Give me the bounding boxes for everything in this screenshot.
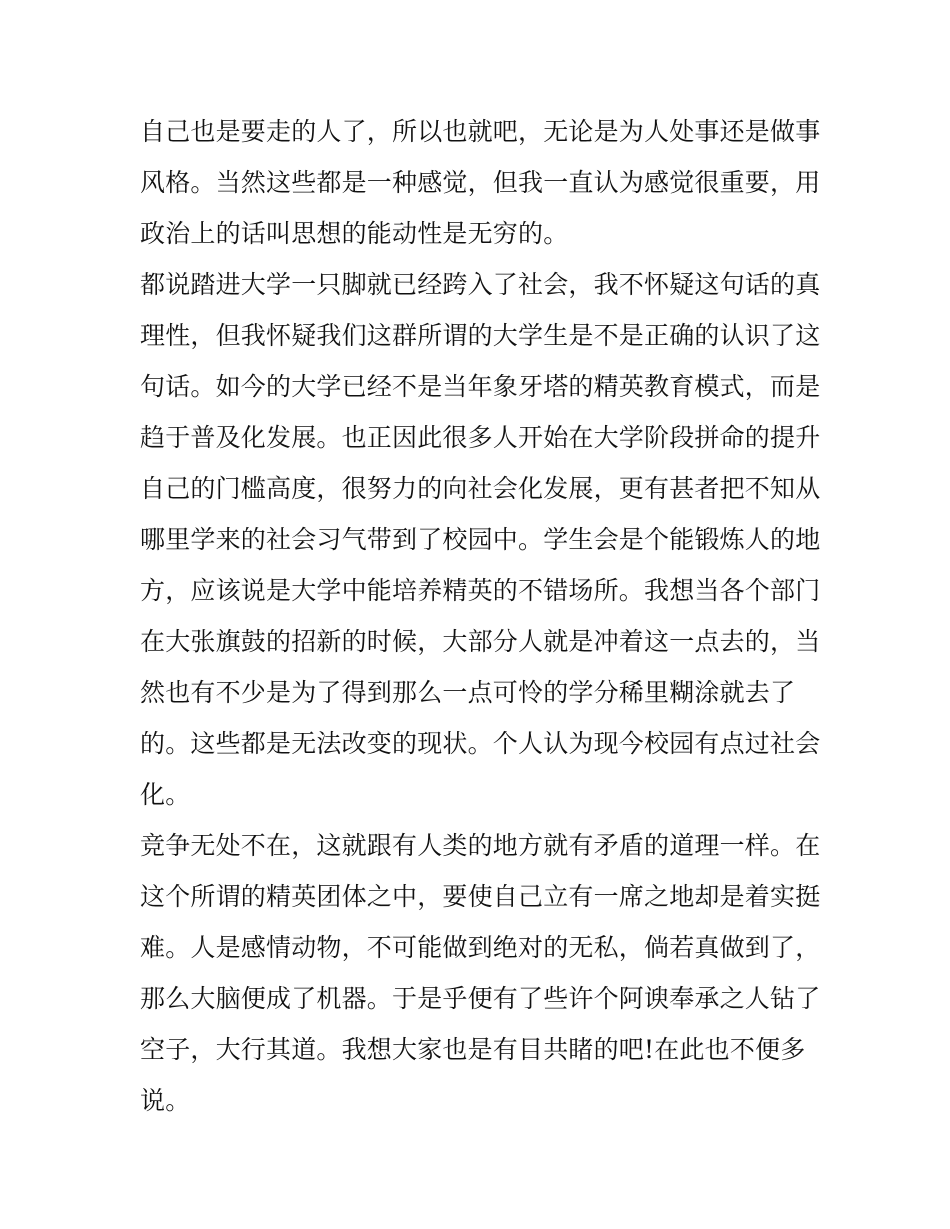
- text-line: 政治上的话叫思想的能动性是无穷的。: [140, 219, 569, 248]
- text-line: 风格。当然这些都是一种感觉，但我一直认为感觉很重要，用: [140, 168, 821, 197]
- text-line: 自己也是要走的人了，所以也就吧，无论是为人处事还是做事: [140, 117, 821, 146]
- text-line: 趋于普及化发展。也正因此很多人开始在大学阶段拼命的提升: [140, 423, 821, 452]
- text-line: 的。这些都是无法改变的现状。个人认为现今校园有点过社会: [140, 729, 821, 758]
- document-body: [140, 106, 820, 1126]
- text-line: 理性，但我怀疑我们这群所谓的大学生是不是正确的认识了这: [140, 321, 821, 350]
- text-line: 竞争无处不在，这就跟有人类的地方就有矛盾的道理一样。在: [140, 831, 821, 860]
- text-line: 化。: [140, 780, 191, 809]
- text-line: 句话。如今的大学已经不是当年象牙塔的精英教育模式，而是: [140, 372, 821, 401]
- text-line: 然也有不少是为了得到那么一点可怜的学分稀里糊涂就去了: [140, 678, 796, 707]
- text-line: 都说踏进大学一只脚就已经跨入了社会，我不怀疑这句话的真: [140, 270, 821, 299]
- text-line: 哪里学来的社会习气带到了校园中。学生会是个能锻炼人的地: [140, 525, 821, 554]
- text-line: 空子，大行其道。我想大家也是有目共睹的吧!在此也不便多: [140, 1035, 806, 1064]
- text-line: 在大张旗鼓的招新的时候，大部分人就是冲着这一点去的，当: [140, 627, 821, 656]
- text-line: 说。: [140, 1086, 191, 1115]
- text-line: 自己的门槛高度，很努力的向社会化发展，更有甚者把不知从: [140, 474, 821, 503]
- text-line: 难。人是感情动物，不可能做到绝对的无私，倘若真做到了，: [140, 933, 821, 962]
- text-line: 那么大脑便成了机器。于是乎便有了些许个阿谀奉承之人钻了: [140, 984, 821, 1013]
- text-line: 方，应该说是大学中能培养精英的不错场所。我想当各个部门: [140, 576, 821, 605]
- text-line: 这个所谓的精英团体之中，要使自己立有一席之地却是着实挺: [140, 882, 821, 911]
